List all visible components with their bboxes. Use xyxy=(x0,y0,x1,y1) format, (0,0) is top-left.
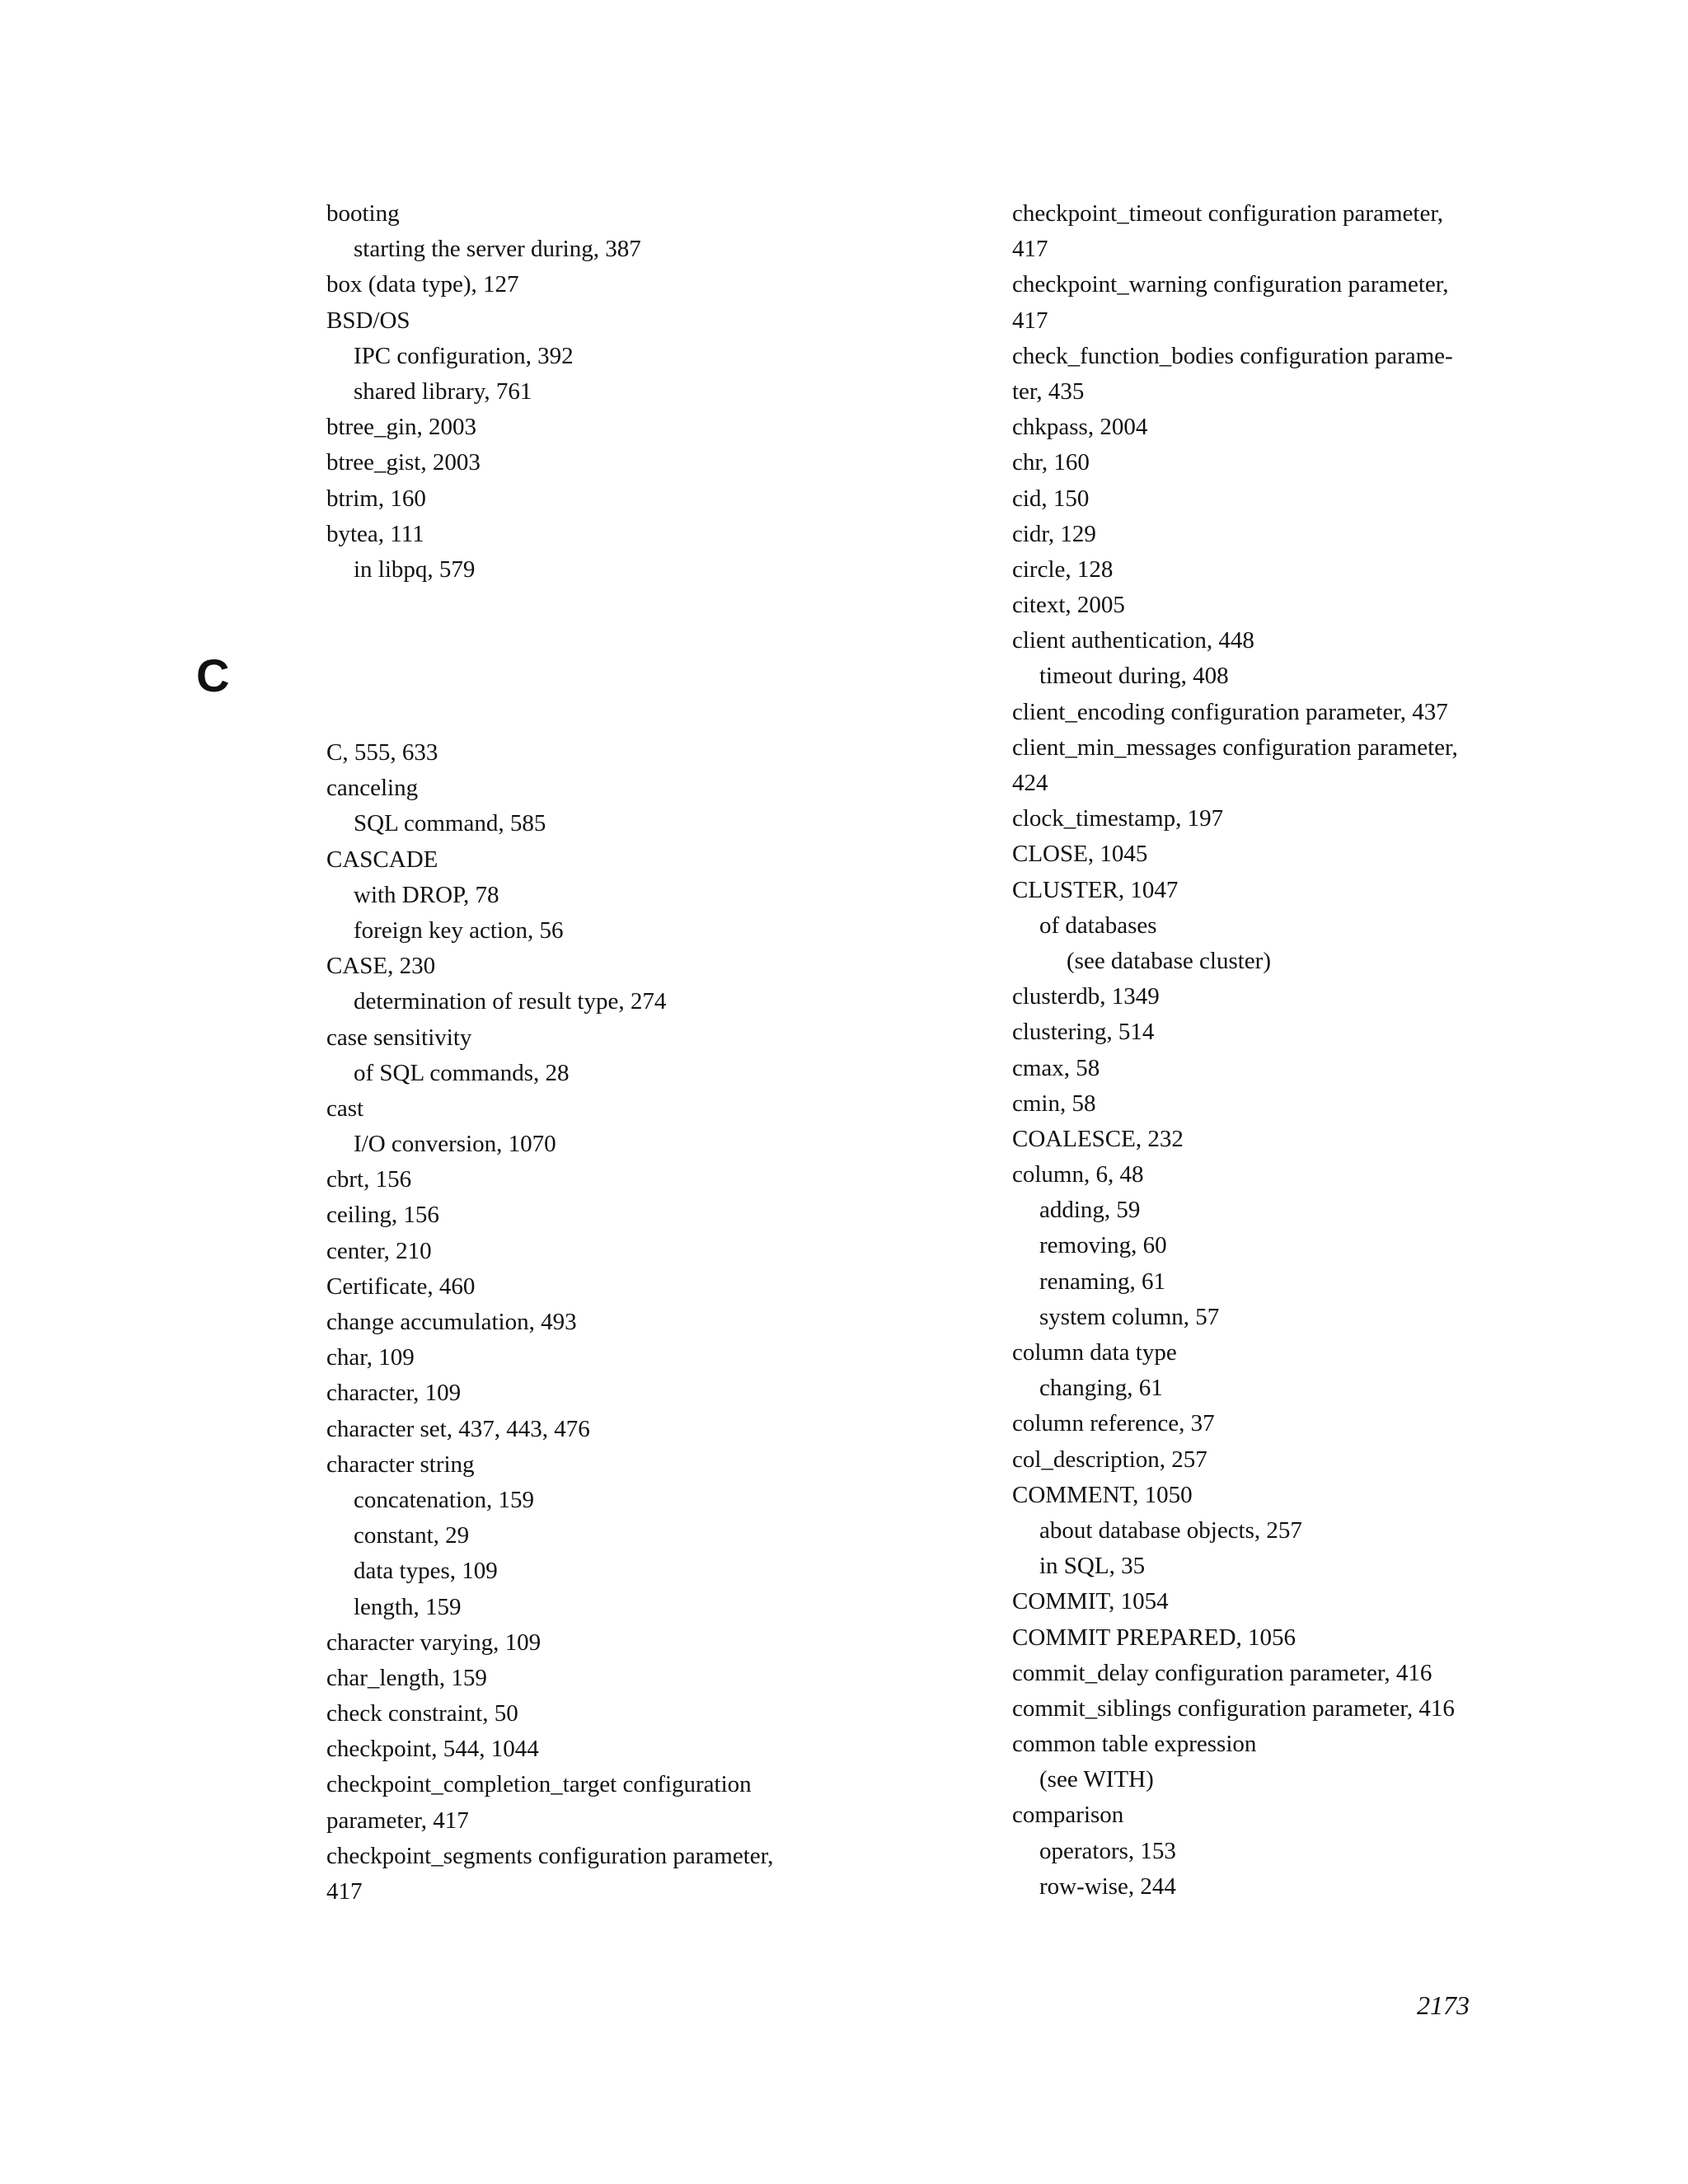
index-entry: change accumulation, 493 xyxy=(326,1309,577,1335)
index-subentry: IPC configuration, 392 xyxy=(354,342,574,369)
index-entry: checkpoint_segments configuration parameter, xyxy=(326,1842,774,1869)
index-subentry: in libpq, 579 xyxy=(354,555,476,583)
index-entry: COMMENT, 1050 xyxy=(1012,1481,1193,1508)
index-entry: character set, 437, 443, 476 xyxy=(326,1415,590,1442)
index-subentry: constant, 29 xyxy=(354,1522,470,1549)
index-entry: clusterdb, 1349 xyxy=(1012,983,1160,1010)
index-entry: btrim, 160 xyxy=(326,485,426,512)
index-entry: 417 xyxy=(326,1878,363,1905)
index-entry: Certificate, 460 xyxy=(326,1272,476,1300)
index-entry: character string xyxy=(326,1451,475,1478)
index-subentry: data types, 109 xyxy=(354,1558,498,1585)
index-entry: column reference, 37 xyxy=(1012,1410,1215,1437)
index-entry: col_description, 257 xyxy=(1012,1446,1207,1473)
index-entry: C, 555, 633 xyxy=(326,739,438,766)
index-subentry: (see WITH) xyxy=(1039,1766,1154,1793)
index-entry: client authentication, 448 xyxy=(1012,627,1254,654)
index-entry: chr, 160 xyxy=(1012,449,1090,476)
index-subentry: row-wise, 244 xyxy=(1039,1872,1176,1900)
index-entry: canceling xyxy=(326,775,419,802)
index-subentry: I/O conversion, 1070 xyxy=(354,1131,556,1158)
index-entry: cmax, 58 xyxy=(1012,1054,1100,1081)
index-entry: clock_timestamp, 197 xyxy=(1012,805,1224,832)
index-subentry: determination of result type, 274 xyxy=(354,988,667,1015)
index-entry: COMMIT PREPARED, 1056 xyxy=(1012,1624,1296,1651)
index-subentry: about database objects, 257 xyxy=(1039,1516,1302,1544)
index-entry: cid, 150 xyxy=(1012,485,1090,512)
index-entry: ter, 435 xyxy=(1012,377,1085,405)
index-entry: COMMIT, 1054 xyxy=(1012,1588,1169,1615)
index-entry: cast xyxy=(326,1094,364,1122)
index-column-right xyxy=(1012,196,1474,1905)
index-subentry: timeout during, 408 xyxy=(1039,663,1229,690)
index-entry: parameter, 417 xyxy=(326,1807,469,1834)
index-entry: circle, 128 xyxy=(1012,555,1114,583)
index-subentry: of databases xyxy=(1039,912,1157,939)
index-entry: check_function_bodies configuration parame- xyxy=(1012,342,1453,369)
index-entry: btree_gist, 2003 xyxy=(326,449,481,476)
index-entry: check constraint, 50 xyxy=(326,1700,518,1727)
section-letter-heading: C xyxy=(196,649,230,701)
index-entry: BSD/OS xyxy=(326,307,410,334)
index-column-left-top xyxy=(326,196,788,588)
index-entry: column, 6, 48 xyxy=(1012,1161,1144,1188)
index-entry: btree_gin, 2003 xyxy=(326,414,477,441)
index-entry: citext, 2005 xyxy=(1012,592,1125,619)
index-entry: 417 xyxy=(1012,236,1048,263)
index-entry: cmin, 58 xyxy=(1012,1090,1096,1117)
index-subentry: concatenation, 159 xyxy=(354,1486,535,1513)
index-entry: cidr, 129 xyxy=(1012,520,1096,547)
index-entry: checkpoint_warning configuration parameter, xyxy=(1012,271,1449,298)
index-entry: comparison xyxy=(1012,1802,1124,1829)
index-entry: ceiling, 156 xyxy=(326,1202,439,1229)
index-subentry: changing, 61 xyxy=(1039,1375,1163,1402)
index-entry: bytea, 111 xyxy=(326,520,424,547)
index-entry: char_length, 159 xyxy=(326,1664,487,1691)
index-entry: CLUSTER, 1047 xyxy=(1012,876,1179,903)
index-subentry: removing, 60 xyxy=(1039,1232,1167,1259)
index-subentry: (see database cluster) xyxy=(1067,947,1271,974)
index-entry: 417 xyxy=(1012,307,1048,334)
index-entry: clustering, 514 xyxy=(1012,1019,1155,1046)
index-subentry: starting the server during, 387 xyxy=(354,236,641,263)
index-subentry: shared library, 761 xyxy=(354,377,532,405)
index-subentry: adding, 59 xyxy=(1039,1197,1141,1224)
index-column-left-bottom xyxy=(326,735,788,1910)
index-entry: character varying, 109 xyxy=(326,1629,542,1656)
index-subentry: with DROP, 78 xyxy=(354,881,499,908)
index-subentry: SQL command, 585 xyxy=(354,810,546,837)
index-entry: character, 109 xyxy=(326,1380,462,1407)
index-entry: CLOSE, 1045 xyxy=(1012,841,1148,868)
index-subentry: foreign key action, 56 xyxy=(354,916,564,944)
index-entry: CASCADE xyxy=(326,846,438,873)
index-entry: checkpoint_completion_target configuration xyxy=(326,1771,752,1798)
index-entry: client_encoding configuration parameter, 437 xyxy=(1012,698,1448,725)
index-subentry: length, 159 xyxy=(354,1593,462,1620)
index-entry: booting xyxy=(326,200,400,227)
index-entry: center, 210 xyxy=(326,1237,432,1264)
index-entry: COALESCE, 232 xyxy=(1012,1125,1184,1152)
index-subentry: operators, 153 xyxy=(1039,1837,1176,1864)
index-entry: checkpoint, 544, 1044 xyxy=(326,1736,539,1763)
index-entry: chkpass, 2004 xyxy=(1012,414,1148,441)
index-entry: commit_delay configuration parameter, 416 xyxy=(1012,1659,1432,1686)
index-subentry: of SQL commands, 28 xyxy=(354,1059,570,1086)
index-entry: client_min_messages configuration parameter, xyxy=(1012,733,1458,761)
index-entry: column data type xyxy=(1012,1339,1177,1366)
index-entry: char, 109 xyxy=(326,1344,415,1371)
index-subentry: system column, 57 xyxy=(1039,1303,1220,1330)
index-entry: commit_siblings configuration parameter, 416 xyxy=(1012,1694,1455,1722)
index-subentry: renaming, 61 xyxy=(1039,1268,1166,1295)
index-entry: common table expression xyxy=(1012,1731,1257,1758)
index-entry: checkpoint_timeout configuration parameter, xyxy=(1012,200,1444,227)
index-entry: box (data type), 127 xyxy=(326,271,519,298)
index-entry: cbrt, 156 xyxy=(326,1166,412,1193)
page-number: 2173 xyxy=(1417,1990,1470,2020)
index-subentry: in SQL, 35 xyxy=(1039,1553,1146,1580)
index-entry: case sensitivity xyxy=(326,1024,472,1051)
index-entry: 424 xyxy=(1012,770,1048,796)
index-entry: CASE, 230 xyxy=(326,953,436,980)
